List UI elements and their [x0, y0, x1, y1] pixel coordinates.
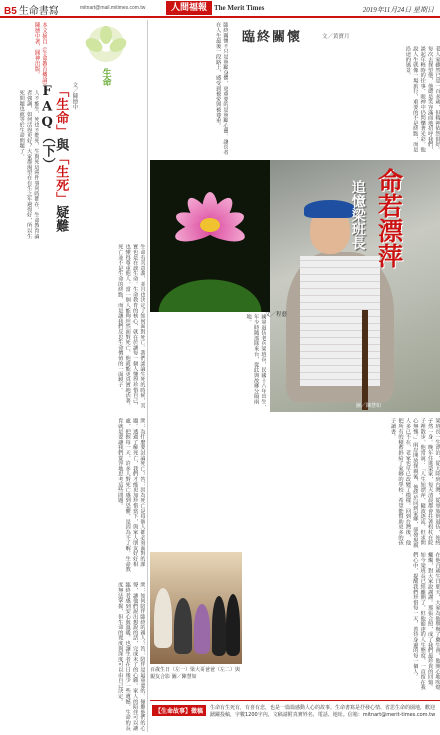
page-header	[0, 0, 440, 18]
subheadline: 追憶梁班長	[349, 180, 366, 250]
headline: 命若漂萍	[374, 168, 404, 268]
story-body-2: 在他百歲生日那天，大家為他舉辦了慶生會，他開心地吹熄蠟燭，對大家說謝謝。那張合照，成了我們最珍貴的回憶。如今梁班長已經離開了，但他豁達的人生態度，一直留在我們心中，提醒我們珍惜每一天，善待身邊的每一個人。	[411, 552, 440, 690]
left-author: 文／陳德中	[71, 82, 78, 110]
lotus-flower-icon	[170, 188, 250, 268]
right-articles	[150, 20, 440, 732]
masthead-english: The Merit Times	[214, 4, 265, 12]
call-for-submissions	[150, 700, 440, 730]
right-section-title: 臨終關懷	[242, 30, 303, 45]
story-body-1: 梁班長一生漂泊，從大陸到台灣，從軍旅到退伍，始終孑然一身。晚年住進榮家，每天清晨都會拄著枴杖在院子裡散步。他常說：「人生如漂萍，隨波逐流，但求問心無愧。」兩岸開放探親後，他終於回到家鄉，卻發現親人多已不在，老家也早已改變了模樣。回到台灣後，他把所有的積蓄捐給了家鄉的學校，希望能幫助更多的孩子讀書。	[389, 418, 440, 548]
section-email[interactable]: mitnart@mail.mitimes.com.tw	[80, 5, 146, 11]
flower-icon	[86, 26, 126, 66]
left-lead-body: 人不能生、死也不能死，生與死這兩件事同時都在。生命教育論者強調，如何活得更好？大家都渴望在有生之年過得好，所以生死問題也就等於生命問題了。	[18, 90, 39, 239]
photo-credit: 圖／陳慧如	[356, 403, 382, 409]
section-label: B5 生命書寫	[4, 6, 59, 17]
masthead-logo: 人間福報	[166, 1, 212, 15]
left-article-heading	[0, 20, 148, 240]
column-tag: 生命	[100, 68, 111, 86]
group-photo	[150, 552, 242, 664]
right-section-author: 文／黃寶月	[322, 34, 350, 40]
story-intro: 國軍退伍老兵梁班長，民國十八年出生，年少時隨部隊來台，從此與故鄉分隔兩地。	[245, 314, 266, 410]
lotus-photo	[150, 160, 270, 312]
submission-text: 生命有生死有，有喜有悲，也是一篇篇感動人心的故事。生命書寫是抒發心情、省思生命的園地，歡迎踴躍投稿，字數1200字內，文稿請附真實姓名、電話、地址。信箱：mitnart@merit-times.com.tw	[210, 705, 436, 718]
left-lead-note: 本文摘自《生命教育概論》陳德中著，圓神出版。	[33, 22, 47, 88]
submission-tag: 【生命故事】徵稿	[152, 705, 206, 716]
left-body-1: 生命有其意義，並且也決定了如何面對死亡。我們談論生死的時候，其實也是在談生命。生命教育的核心，就在於讓每一個人懂得珍惜自己，也懂得尊重他人。當一個人能夠坦然面對死亡，他就能更真實地活著。死亡並不是生命的終點，而是讓我們反思生命價值的一面鏡子。	[116, 244, 145, 409]
left-body-2: 問：為什麼要討論死亡？答：因為死亡是每個人都必須面對的課題。透過了解死亡，我們才能更加珍惜當下，與家人朋友好好相處，把握每一天。許多人對死亡感到恐懼，是因為不了解。生命教育就是要讓我們從容地思考這些問題。	[116, 418, 145, 572]
left-article	[0, 20, 148, 732]
left-body-3: 問：如何陪伴臨終的親人？答：陪伴是最重要的。傾聽他們的心聲，讓他們說出想說的話，完成未了的心願。家人的陪伴可以讓臨終者感到安心與溫暖，也讓生者在日後少一些遺憾。生命的長度無法掌握，但生命的寬度與深度可以由自己決定。	[116, 582, 145, 731]
right-top-left-body: 臨終關懷不只是照顧身體，更重要的是照顧心靈。讓長者在人生最後一段路上，感受到被愛與被尊重。	[214, 22, 228, 155]
group-photo-caption: 百歲生日（左一）梁大哥爸爸（左二）與親友合影 圖／陳慧如	[150, 667, 241, 680]
right-top-body: 老人家雖然已是一百多歲，但精神依然很好。每次去探望他，他總是笑容滿面地招呼我們，談起年輕時的往事，眼神中仍閃爍著光彩。他說人生就像一場旅行，重要的不是終點，而是沿途的風景。	[404, 46, 440, 152]
left-article-title: 「生命」與「生死」疑難FAQ（下）	[39, 84, 69, 233]
story-byline: 文／程藝	[265, 312, 288, 318]
issue-date: 2019年11月24日 星期日	[362, 6, 434, 14]
